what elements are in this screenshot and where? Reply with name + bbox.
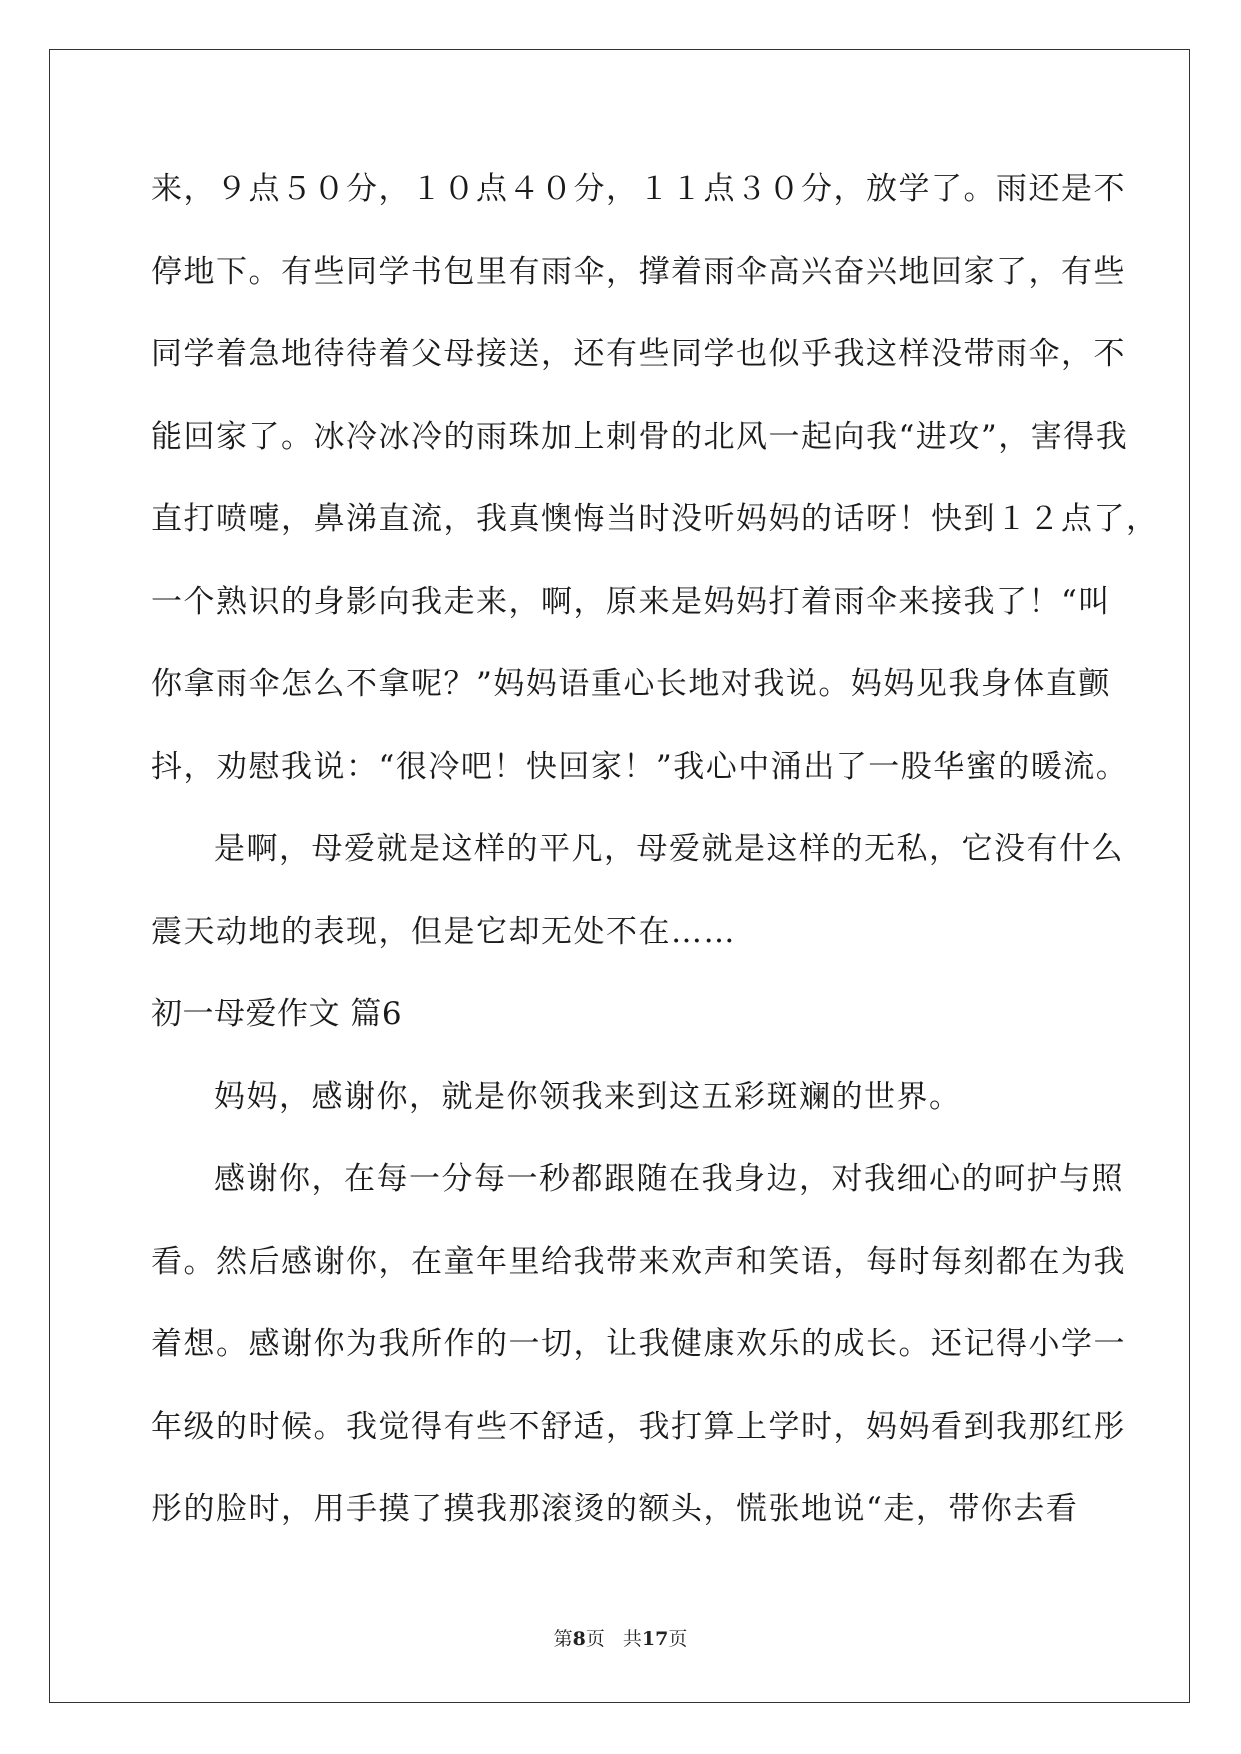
page-footer xyxy=(0,1624,1241,1651)
text-line: 看。然后感谢你，在童年里给我带来欢声和笑语，每时每刻都在为我 xyxy=(151,1243,1126,1280)
section-heading: 初一母爱作文 篇6 xyxy=(151,996,403,1032)
text-line: 震天动地的表现，但是它却无处不在…… xyxy=(151,913,736,950)
text-line: 一个熟识的身影向我走来，啊，原来是妈妈打着雨伞来接我了！“叫 xyxy=(151,583,1111,620)
text-line: 能回家了。冰冷冰冷的雨珠加上刺骨的北风一起向我“进攻”，害得我 xyxy=(151,418,1129,455)
paragraph-first-line: 妈妈，感谢你，就是你领我来到这五彩斑斓的世界。 xyxy=(214,1078,962,1115)
text-line: 年级的时候。我觉得有些不舒适，我打算上学时，妈妈看到我那红彤 xyxy=(151,1408,1126,1445)
text-line: 停地下。有些同学书包里有雨伞，撑着雨伞高兴奋兴地回家了，有些 xyxy=(151,253,1126,290)
text-line: 抖，劝慰我说：“很冷吧！快回家！”我心中涌出了一股华蜜的暖流。 xyxy=(151,748,1129,785)
text-line: 着想。感谢你为我所作的一切，让我健康欢乐的成长。还记得小学一 xyxy=(151,1326,1126,1362)
text-line: 来，９点５０分，１０点４０分，１１点３０分，放学了。雨还是不 xyxy=(151,171,1126,207)
page-number-label: 第8页 xyxy=(553,1628,605,1650)
text-line: 同学着急地待待着父母接送，还有些同学也似乎我这样没带雨伞，不 xyxy=(151,336,1126,372)
paragraph-first-line: 是啊，母爱就是这样的平凡，母爱就是这样的无私，它没有什么 xyxy=(214,831,1124,867)
text-line: 直打喷嚏，鼻涕直流，我真懊悔当时没听妈妈的话呀！快到１２点了， xyxy=(151,501,1159,537)
document-body xyxy=(151,148,1159,1551)
text-line: 彤的脸时，用手摸了摸我那滚烫的额头，慌张地说“走，带你去看 xyxy=(151,1491,1079,1527)
text-line: 你拿雨伞怎么不拿呢？”妈妈语重心长地对我说。妈妈见我身体直颤 xyxy=(151,666,1111,702)
paragraph-first-line: 感谢你，在每一分每一秒都跟随在我身边，对我细心的呵护与照 xyxy=(214,1161,1124,1197)
total-pages-label: 共17页 xyxy=(622,1628,688,1650)
